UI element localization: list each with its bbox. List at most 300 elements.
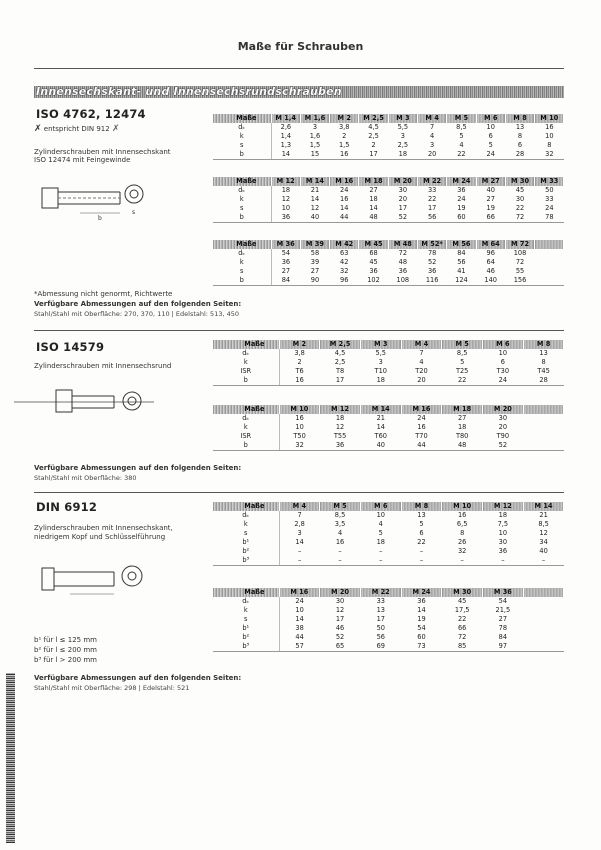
value-cell: 16 <box>457 511 467 519</box>
header-size-cell: M 2,5 <box>320 340 361 349</box>
value-cell: 10 <box>498 529 508 537</box>
value-cell: 33 <box>427 186 437 194</box>
header-size-cell: M 10 <box>442 502 483 511</box>
value-cell: 1,3 <box>280 141 292 149</box>
value-cell: 13 <box>515 123 525 131</box>
header-size-cell: M 14 <box>300 177 329 186</box>
table-row <box>213 150 564 160</box>
value-cell: 19 <box>457 204 466 212</box>
table-row <box>213 597 564 606</box>
value-cell <box>523 441 564 451</box>
row-label-cell: b³ <box>213 556 279 566</box>
din6912-avail-title: Verfügbare Abmessungen auf den folgenden Seiten: <box>34 674 242 682</box>
header-size-cell: M 22 <box>360 588 401 597</box>
value-cell: 48 <box>359 213 388 223</box>
value-cell: – <box>320 556 361 566</box>
header-label-cell: Maße <box>213 405 279 414</box>
header-label-cell: Maße <box>213 114 271 123</box>
value-cell: 46 <box>335 624 345 632</box>
value-cell: 18 <box>360 376 401 386</box>
iso4762-dimension-table-2 <box>213 177 564 223</box>
iso4762-note <box>34 125 120 133</box>
margin-shading <box>6 673 15 843</box>
value-cell: 64 <box>486 258 495 266</box>
value-cell: 54 <box>417 624 426 632</box>
row-label-cell: b <box>213 213 271 223</box>
row-label-cell: k <box>213 195 271 204</box>
iso4762-footnote: *Abmessung nicht genormt, Richtwerte <box>34 290 173 298</box>
value-cell: 28 <box>505 150 534 160</box>
header-size-cell: M 16 <box>279 588 320 597</box>
page-title: Maße für Schrauben <box>237 40 364 53</box>
value-cell: 36 <box>498 547 508 555</box>
value-cell: 8,5 <box>334 511 346 519</box>
header-size-cell: M 6 <box>476 114 505 123</box>
value-cell: – <box>297 547 302 555</box>
value-cell: 16 <box>340 195 349 203</box>
table-row <box>213 258 564 267</box>
header-size-cell: M 27 <box>476 177 505 186</box>
value-cell: 18 <box>335 414 345 422</box>
iso4762-screw-drawing <box>40 180 150 222</box>
table-header-row <box>213 240 564 249</box>
table-row <box>213 367 564 376</box>
value-cell <box>523 615 564 624</box>
header-size-cell <box>523 405 564 414</box>
row-label-cell: s <box>213 267 271 276</box>
iso14579-dimension-table-2 <box>213 405 564 451</box>
header-size-cell <box>535 240 564 249</box>
value-cell: – <box>360 556 401 566</box>
value-cell: 27 <box>498 615 508 623</box>
table-row <box>213 606 564 615</box>
value-cell: 48 <box>442 441 483 451</box>
value-cell: 50 <box>376 624 385 632</box>
value-cell: – <box>338 547 342 555</box>
header-size-cell: M 5 <box>320 502 361 511</box>
value-cell: 8,5 <box>456 123 467 131</box>
row-label-cell: dₖ <box>213 414 279 423</box>
din6912-dimension-table-2 <box>213 588 564 652</box>
header-size-cell: M 8 <box>401 502 442 511</box>
value-cell: T90 <box>496 432 510 440</box>
value-cell <box>535 276 564 286</box>
value-cell: 156 <box>505 276 534 286</box>
value-cell: 5 <box>378 529 383 537</box>
row-label-cell: ISR <box>213 367 279 376</box>
table-row <box>213 511 564 520</box>
header-size-cell: M 42 <box>330 240 359 249</box>
value-cell <box>523 642 564 652</box>
iso14579-avail: Stahl/Stahl mit Oberfläche: 380 <box>34 474 137 482</box>
value-cell: 24 <box>545 204 554 212</box>
value-cell: 17 <box>427 204 437 212</box>
value-cell: 18 <box>281 186 291 194</box>
value-cell: 26 <box>457 538 467 546</box>
value-cell: T25 <box>455 367 469 375</box>
value-cell: 20 <box>401 376 442 386</box>
value-cell: 45 <box>457 597 467 605</box>
header-size-cell: M 1,4 <box>271 114 300 123</box>
value-cell: 10 <box>498 349 508 357</box>
header-size-cell: M 24 <box>447 177 476 186</box>
value-cell: 21 <box>539 511 548 519</box>
value-cell: 38 <box>295 624 304 632</box>
value-cell: 14 <box>340 204 349 212</box>
value-cell: 116 <box>417 276 446 286</box>
value-cell: 8 <box>547 141 552 149</box>
table-header-row <box>213 502 564 511</box>
value-cell: 78 <box>427 249 437 257</box>
cross-mark-icon: ✗ <box>111 124 120 134</box>
value-cell: 17,5 <box>454 606 470 614</box>
value-cell: 24 <box>483 376 524 386</box>
value-cell: 56 <box>457 258 466 266</box>
value-cell: 4 <box>430 132 435 140</box>
table-row <box>213 423 564 432</box>
value-cell: T6 <box>295 367 304 375</box>
din6912-avail: Stahl/Stahl mit Oberfläche: 298 | Edelstahl: 521 <box>34 684 190 692</box>
value-cell: 14 <box>417 606 426 614</box>
header-size-cell: M 52* <box>417 240 446 249</box>
value-cell: 17 <box>398 204 408 212</box>
value-cell: 7 <box>297 511 302 519</box>
header-size-cell: M 3 <box>388 114 417 123</box>
value-cell: 22 <box>427 195 437 203</box>
value-cell: T50 <box>293 432 306 440</box>
value-cell <box>535 249 564 258</box>
table-row <box>213 123 564 132</box>
header-size-cell: M 39 <box>300 240 329 249</box>
header-size-cell: M 4 <box>279 502 320 511</box>
value-cell: 2 <box>342 132 347 140</box>
table-row <box>213 529 564 538</box>
value-cell: 2,8 <box>294 520 305 528</box>
value-cell: 14 <box>295 615 304 623</box>
value-cell: 3 <box>430 141 435 149</box>
value-cell: 33 <box>545 195 554 203</box>
table-row <box>213 633 564 642</box>
value-cell: 3 <box>400 132 405 140</box>
row-label-cell: b <box>213 276 271 286</box>
table-header-row <box>213 405 564 414</box>
row-label-cell: k <box>213 358 279 367</box>
header-label-cell: Maße <box>213 340 279 349</box>
table-row <box>213 249 564 258</box>
value-cell: T20 <box>415 367 428 375</box>
value-cell: 55 <box>515 267 525 275</box>
value-cell: 8,5 <box>456 349 468 357</box>
value-cell: 4 <box>378 520 383 528</box>
value-cell: 84 <box>498 633 508 641</box>
value-cell: 54 <box>281 249 291 257</box>
value-cell: 40 <box>360 441 401 451</box>
value-cell: 33 <box>376 597 385 605</box>
value-cell: 21,5 <box>495 606 511 614</box>
table-row <box>213 441 564 451</box>
value-cell: 36 <box>369 267 378 275</box>
value-cell: – <box>379 547 383 555</box>
value-cell: 108 <box>513 249 527 257</box>
value-cell: 2 <box>297 358 302 366</box>
table-row <box>213 432 564 441</box>
value-cell: 52 <box>335 633 345 641</box>
value-cell: 27 <box>486 195 495 203</box>
value-cell: 96 <box>486 249 495 257</box>
row-label-cell: dₖ <box>213 597 279 606</box>
value-cell <box>523 624 564 633</box>
value-cell: 84 <box>457 249 466 257</box>
value-cell: 108 <box>388 276 417 286</box>
value-cell: 68 <box>369 249 378 257</box>
header-label-cell: Maße <box>213 502 279 511</box>
svg-text:s: s <box>132 209 136 216</box>
value-cell: 2,5 <box>334 358 346 366</box>
din6912-b-note-2: b² für l ≤ 200 mm <box>34 646 97 654</box>
value-cell: 30 <box>498 414 508 422</box>
header-size-cell: M 48 <box>388 240 417 249</box>
value-cell: 58 <box>310 249 320 257</box>
value-cell: T30 <box>496 367 510 375</box>
header-size-cell: M 5 <box>442 340 483 349</box>
row-label-cell: b² <box>213 633 279 642</box>
value-cell: 24 <box>295 597 304 605</box>
value-cell: 5,5 <box>397 123 409 131</box>
value-cell: 90 <box>300 276 329 286</box>
header-size-cell: M 12 <box>320 405 361 414</box>
header-size-cell: M 56 <box>447 240 476 249</box>
header-size-cell: M 72 <box>505 240 534 249</box>
table-header-row <box>213 177 564 186</box>
value-cell: 57 <box>279 642 320 652</box>
value-cell: 84 <box>271 276 300 286</box>
value-cell: 8 <box>541 358 546 366</box>
row-label-cell: b <box>213 376 279 386</box>
iso14579-desc1: Zylinderschrauben mit Innensechsrund <box>34 362 172 370</box>
table-row <box>213 132 564 141</box>
divider-2 <box>34 330 564 331</box>
value-cell: 66 <box>457 624 467 632</box>
top-divider <box>34 68 564 69</box>
value-cell: 72 <box>398 249 408 257</box>
row-label-cell: b³ <box>213 642 279 652</box>
value-cell: 36 <box>398 267 408 275</box>
value-cell: 60 <box>447 213 476 223</box>
iso4762-desc2: ISO 12474 mit Feingewinde <box>34 156 131 164</box>
value-cell <box>523 414 564 423</box>
header-size-cell: M 2 <box>279 340 320 349</box>
value-cell: 6,5 <box>456 520 468 528</box>
table-row <box>213 349 564 358</box>
header-size-cell: M 45 <box>359 240 388 249</box>
value-cell: 72 <box>457 633 467 641</box>
value-cell: 14 <box>310 195 320 203</box>
value-cell: 44 <box>295 633 304 641</box>
value-cell: 1,5 <box>338 141 350 149</box>
table-row <box>213 520 564 529</box>
din6912-desc2: niedrigem Kopf und Schlüsselführung <box>34 533 166 541</box>
value-cell: 13 <box>376 606 385 614</box>
din6912-b-note-1: b¹ für l ≤ 125 mm <box>34 636 97 644</box>
row-label-cell: k <box>213 606 279 615</box>
header-size-cell: M 12 <box>483 502 524 511</box>
value-cell: 36 <box>427 267 437 275</box>
value-cell: 7 <box>430 123 435 131</box>
value-cell: 2,6 <box>280 123 292 131</box>
value-cell: 14 <box>376 423 385 431</box>
header-size-cell: M 2 <box>330 114 359 123</box>
value-cell <box>523 597 564 606</box>
value-cell: 22 <box>417 538 426 546</box>
value-cell: T60 <box>374 432 387 440</box>
iso4762-dimension-table-3 <box>213 240 564 286</box>
value-cell: 46 <box>486 267 495 275</box>
header-size-cell: M 1,6 <box>300 114 329 123</box>
value-cell: 32 <box>340 267 349 275</box>
value-cell: 42 <box>340 258 349 266</box>
value-cell: – <box>419 547 424 555</box>
value-cell: 20 <box>398 195 408 203</box>
value-cell: 10 <box>545 132 554 140</box>
table-row <box>213 547 564 556</box>
row-label-cell: k <box>213 423 279 432</box>
din6912-screw-drawing <box>40 560 150 602</box>
value-cell: 21 <box>310 186 320 194</box>
row-label-cell: b¹ <box>213 624 279 633</box>
header-size-cell: M 18 <box>442 405 483 414</box>
header-size-cell: M 5 <box>447 114 476 123</box>
value-cell: 10 <box>295 606 304 614</box>
header-size-cell: M 14 <box>523 502 564 511</box>
header-size-cell: M 6 <box>360 502 401 511</box>
row-label-cell: dₖ <box>213 123 271 132</box>
header-size-cell: M 10 <box>279 405 320 414</box>
din6912-title: DIN 6912 <box>36 500 98 514</box>
table-row <box>213 642 564 652</box>
value-cell: 52 <box>427 258 437 266</box>
value-cell: T70 <box>415 432 428 440</box>
row-label-cell: b <box>213 441 279 451</box>
value-cell: 6 <box>488 132 493 140</box>
header-size-cell: M 10 <box>535 114 564 123</box>
row-label-cell: dₖ <box>213 186 271 195</box>
value-cell: 30 <box>498 538 508 546</box>
value-cell: 48 <box>398 258 408 266</box>
value-cell: 18 <box>369 195 378 203</box>
value-cell: 5,5 <box>375 349 386 357</box>
table-row <box>213 141 564 150</box>
row-label-cell: k <box>213 132 271 141</box>
value-cell <box>535 258 564 267</box>
value-cell: 14 <box>369 204 378 212</box>
header-size-cell: M 30 <box>442 588 483 597</box>
value-cell: 19 <box>417 615 426 623</box>
value-cell: 16 <box>545 123 554 131</box>
svg-text:b: b <box>98 215 102 222</box>
value-cell: 50 <box>545 186 554 194</box>
value-cell: 2,5 <box>397 141 409 149</box>
value-cell: 60 <box>417 633 426 641</box>
value-cell: 18 <box>457 423 467 431</box>
value-cell: 5 <box>488 141 493 149</box>
value-cell: 6 <box>419 529 424 537</box>
value-cell <box>535 267 564 276</box>
header-size-cell: M 3 <box>360 340 401 349</box>
value-cell: 13 <box>417 511 426 519</box>
row-label-cell: dₖ <box>213 511 279 520</box>
value-cell: 10 <box>486 123 495 131</box>
value-cell: 19 <box>486 204 495 212</box>
value-cell <box>523 432 564 441</box>
value-cell: 39 <box>310 258 320 266</box>
value-cell: 12 <box>281 195 291 203</box>
header-size-cell: M 6 <box>483 340 524 349</box>
header-size-cell: M 16 <box>330 177 359 186</box>
value-cell: 14 <box>295 538 304 546</box>
value-cell: 56 <box>376 633 385 641</box>
table-row <box>213 195 564 204</box>
value-cell: 2,5 <box>368 132 379 140</box>
iso4762-note-text: entspricht DIN 912 <box>43 125 110 133</box>
value-cell: 27 <box>369 186 378 194</box>
row-label-cell: s <box>213 615 279 624</box>
value-cell: 4 <box>337 529 343 537</box>
value-cell: 45 <box>515 186 525 194</box>
table-row <box>213 556 564 566</box>
table-row <box>213 376 564 386</box>
header-size-cell: M 36 <box>483 588 524 597</box>
value-cell: 41 <box>457 267 466 275</box>
value-cell: 3 <box>297 529 302 537</box>
value-cell: 40 <box>300 213 329 223</box>
iso14579-title: ISO 14579 <box>36 340 105 354</box>
row-label-cell: ISR <box>213 432 279 441</box>
value-cell: 1,5 <box>309 141 321 149</box>
value-cell: 17 <box>335 615 345 623</box>
row-label-cell: k <box>213 520 279 529</box>
value-cell: 10 <box>281 204 291 212</box>
value-cell: 73 <box>401 642 442 652</box>
value-cell: 12 <box>335 606 345 614</box>
value-cell: 15 <box>300 150 329 160</box>
table-header-row <box>213 588 564 597</box>
value-cell: 17 <box>320 376 361 386</box>
header-size-cell: M 22 <box>417 177 446 186</box>
value-cell: 140 <box>476 276 505 286</box>
value-cell: 30 <box>515 195 525 203</box>
value-cell: 17 <box>359 150 388 160</box>
row-label-cell: s <box>213 204 271 213</box>
value-cell: 12 <box>539 529 548 537</box>
table-row <box>213 213 564 223</box>
value-cell: 36 <box>320 441 361 451</box>
value-cell: 17 <box>376 615 385 623</box>
cross-mark-icon: ✗ <box>34 124 42 134</box>
value-cell: 14 <box>271 150 300 160</box>
value-cell: 6 <box>517 141 523 149</box>
value-cell: 7,5 <box>497 520 509 528</box>
value-cell: 36 <box>457 186 466 194</box>
value-cell: 32 <box>279 441 320 451</box>
value-cell: 6 <box>500 358 505 366</box>
value-cell: 24 <box>476 150 505 160</box>
value-cell: 27 <box>457 414 467 422</box>
value-cell: 66 <box>476 213 505 223</box>
value-cell: 85 <box>442 642 483 652</box>
value-cell: 45 <box>369 258 378 266</box>
value-cell: – <box>279 556 320 566</box>
value-cell: 3 <box>312 123 318 131</box>
